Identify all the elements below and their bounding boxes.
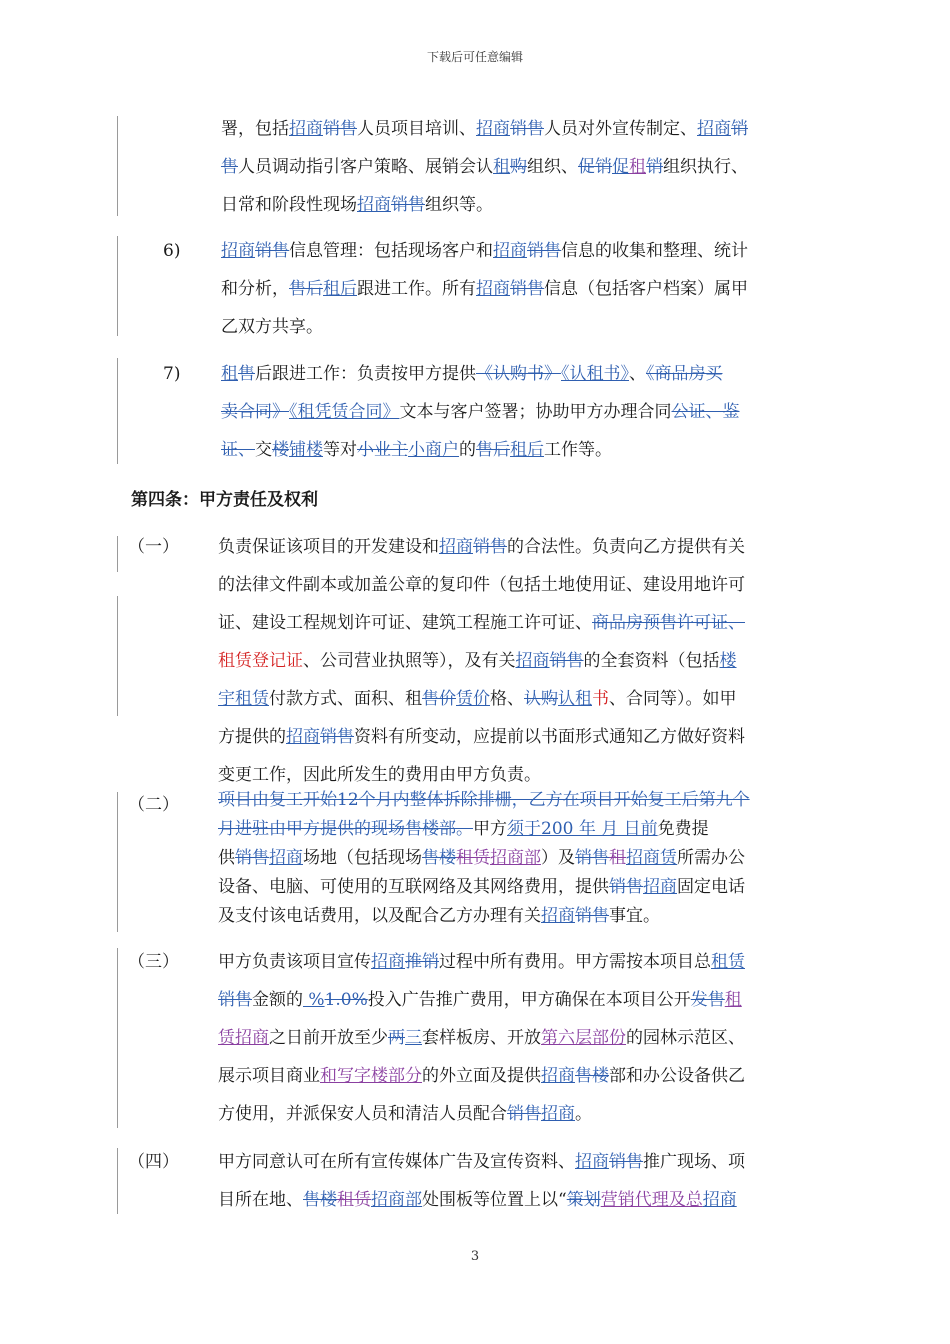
list-item-7 [0,355,950,469]
text-run: 等对 [323,440,357,460]
text-line [218,1095,745,1133]
page-header: 下载后可任意编辑 [426,50,523,64]
inserted-text: 招商赁 [626,848,677,868]
text-run: 信息的收集和整理、统计 [561,241,748,261]
text-run: 资料有所变动，应提前以书面形式通知乙方做好资料 [354,727,745,747]
text-run: 负责保证该项目的开发建设和 [218,537,439,557]
text-run: 和分析， [221,279,289,299]
deleted-text: 租赁 [456,848,490,868]
inserted-text: 招商 [541,906,575,926]
inserted-text: 招商 [289,119,323,139]
text-line [218,1019,745,1057]
inserted-text: 商户 [425,440,459,460]
text-run: 甲方 [473,819,507,839]
deleted-text: 销 [646,157,663,177]
text-run: 组织等。 [425,195,493,215]
text-line [221,355,740,393]
text-line [221,110,748,148]
inserted-text: 促 [612,157,629,177]
text-run: 乙双方共享。 [221,317,323,337]
inserted-text: 租 [724,990,742,1010]
text-run: ）及 [541,848,575,868]
text-run: 的 [459,440,476,460]
clause-2 [0,786,950,938]
text-run: 、合同等）。如甲 [609,689,737,709]
highlighted-text: 书 [592,689,609,709]
text-run: 展示项目商业 [218,1066,320,1086]
text-run: 的法律文件副本或加盖公章的复印件（包括土地使用证、建设用地许可 [218,575,745,595]
deleted-text: 推销 [405,952,439,972]
text-line [218,1143,745,1181]
text-line [218,1057,745,1095]
text-run: 处围板等位置上以“ [422,1190,567,1210]
deleted-text: 销售 [510,119,544,139]
text-line [218,1181,745,1219]
clause-body [218,1143,745,1219]
list-item-body [221,110,748,224]
text-run: 组织执行、 [663,157,748,177]
text-run: 供 [218,848,235,868]
inserted-text: 小 [408,440,425,460]
text-run: 。 [575,1104,592,1124]
inserted-text: 营销代理及总 [600,1190,703,1210]
text-line [221,186,748,224]
text-line [221,270,748,308]
inserted-text: 赁价 [456,689,490,709]
deleted-text: 租 [609,848,626,868]
clause-number: （一） [128,537,179,557]
text-run: 人员调动指引客户策略、展销会认 [238,157,493,177]
text-line [218,680,745,718]
deleted-text: 销售 [320,727,354,747]
deleted-text: 销售 [255,241,289,261]
page-number: 3 [470,1249,480,1264]
text-run: 日常和阶段性现场 [221,195,357,215]
list-item-body [221,232,748,346]
text-run: 文本与客户签署；协助甲方办理合同 [399,402,672,422]
deleted-text: 销售 [609,877,643,897]
text-line [218,718,745,756]
text-run: 信息（包括客户档案）属甲 [544,279,748,299]
text-run: 格、 [490,689,524,709]
inserted-text: 招商 [286,727,320,747]
deleted-text: 策划 [566,1190,601,1210]
inserted-text: 租 [629,157,646,177]
text-run: 后跟进工作：负责按甲方提供 [255,364,476,384]
clause-number: （三） [128,952,179,972]
deleted-text: 销 [731,119,748,139]
inserted-text: 《租凭赁合同》 [289,402,400,422]
deleted-text: 公证、鉴 [671,402,740,422]
text-run: 套样板房、开放 [422,1028,541,1048]
inserted-text: 须于200 年 月 日前 [507,819,658,839]
deleted-text: 销售 [235,848,269,868]
text-run: 证、建设工程规划许可证、建筑工程施工许可证、 [218,613,592,633]
inserted-text: 招商 [221,241,255,261]
inserted-text: % [303,990,325,1010]
inserted-text: 租 [221,364,238,384]
deleted-text: 小业主 [357,440,408,460]
inserted-text: 招商 [541,1104,575,1124]
text-run: 所需办公 [677,848,745,868]
list-item-5-continued [0,110,950,224]
text-run: 部和办公设备供乙 [609,1066,745,1086]
inserted-text: 三 [405,1028,422,1048]
deleted-text: 月进驻由甲方提供的现场售楼部。 [218,819,473,839]
deleted-text: 销售 [507,1104,541,1124]
clause-3 [0,943,950,1133]
inserted-text: 招商 [515,651,550,671]
deleted-text: 销售 [323,119,357,139]
deleted-text: 销售 [527,241,561,261]
inserted-text: 招商 [493,241,527,261]
clause-4 [0,1143,950,1219]
inserted-text: 招商部 [490,848,541,868]
inserted-text: 《认租书》 [561,364,629,384]
text-run: 甲方同意认可在所有宣传媒体广告及宣传资料、 [218,1152,575,1172]
deleted-text: 售价 [422,689,456,709]
list-item-number: 6) [163,241,181,261]
inserted-text: 招商 [357,195,391,215]
text-run: 目所在地、 [218,1190,303,1210]
deleted-text: 销售 [510,279,544,299]
inserted-text: 租赁 [235,689,269,709]
text-run: 免费提 [657,819,709,839]
text-run: 工作等。 [544,440,612,460]
inserted-text: 招商 [269,848,303,868]
deleted-text: 购 [510,157,527,177]
list-item-number: 7) [163,364,181,384]
inserted-text: 租赁 [711,952,745,972]
text-run: 的外立面及提供 [422,1066,541,1086]
deleted-text: 售楼 [422,848,456,868]
text-run: 设备、电脑、可使用的互联网络及其网络费用，提供 [218,877,609,897]
text-run: 推广现场、项 [643,1152,745,1172]
deleted-text: 楼 [272,440,289,460]
deleted-text: 销售 [473,537,507,557]
text-run: 交 [255,440,272,460]
text-run: 署，包括 [221,119,289,139]
clause-number: （四） [128,1152,179,1172]
text-run: 跟进工作。所有 [357,279,476,299]
deleted-text: 1.0% [324,990,368,1010]
text-line [221,148,748,186]
deleted-text: 促销 [578,157,612,177]
inserted-text: 招商 [643,877,677,897]
inserted-text: 招商 [541,1066,575,1086]
inserted-text: 招商 [702,1190,737,1210]
inserted-text: 招商 [371,952,405,972]
clause-number: （二） [128,795,179,815]
inserted-text: 铺楼 [289,440,323,460]
text-run: 及支付该电话费用，以及配合乙方办理有关 [218,906,541,926]
text-run: 场地（包括现场 [303,848,422,868]
text-run: 付款方式、面积、租 [269,689,422,709]
text-run: 之日前开放至少 [269,1028,388,1048]
deleted-text: 发售 [690,990,725,1010]
deleted-text: 售楼 [575,1066,609,1086]
text-run: 变更工作，因此所发生的费用由甲方负责。 [218,765,541,785]
clause-1 [0,528,950,794]
deleted-text: 《认购书》 [476,364,561,384]
text-line [221,431,740,469]
inserted-text: 招商部 [371,1190,422,1210]
inserted-text: 第六层部份 [541,1028,626,1048]
text-run: 、 [629,364,646,384]
list-item-6 [0,232,950,346]
text-run: 过程中所有费用。甲方需按本项目总 [439,952,711,972]
text-line [218,604,745,642]
text-line [218,873,750,902]
text-line [221,308,748,346]
section-heading: 第四条：甲方责任及权利 [131,490,318,510]
deleted-text: 售楼 [303,1190,337,1210]
deleted-text: 租赁 [337,1190,371,1210]
text-run: 的合法性。负责向乙方提供有关 [507,537,745,557]
inserted-text: 宇 [218,689,235,709]
inserted-text: 赁招商 [218,1028,269,1048]
text-line [218,815,750,844]
inserted-text: 租后 [323,279,357,299]
text-run: 组织、 [527,157,578,177]
deleted-text: 售后 [476,440,510,460]
text-run: 的全套资料（包括 [583,651,720,671]
deleted-text: 销售 [575,848,609,868]
text-run: 人员项目培训、 [357,119,476,139]
text-run: 人员对外宣传制定、 [544,119,697,139]
inserted-text: 招商 [697,119,731,139]
deleted-text: 销售 [609,1152,643,1172]
deleted-text: 售后 [289,279,323,299]
deleted-text: 销售 [575,906,609,926]
inserted-text: 租 [493,157,510,177]
inserted-text: 招商 [575,1152,609,1172]
inserted-text: 租后 [510,440,544,460]
deleted-text: 售 [221,157,238,177]
text-run: 金额的 [252,990,303,1010]
inserted-text: 和写字楼部分 [320,1066,422,1086]
highlighted-text: 租赁登记证 [218,651,303,671]
clause-body [218,786,750,931]
inserted-text: 招商 [476,279,510,299]
deleted-text: 售 [238,364,255,384]
text-line [218,844,750,873]
text-line [221,232,748,270]
text-line [218,786,750,815]
text-run: 的园林示范区、 [626,1028,745,1048]
text-run: 事宜。 [609,906,660,926]
deleted-text: 项目由复工开始12个月内整体拆除排栅，乙方在项目开始复工后第九个 [218,790,750,810]
inserted-text: 招商 [439,537,473,557]
clause-body [218,943,745,1133]
text-line [218,981,745,1019]
deleted-text: 认购 [524,689,558,709]
deleted-text: 商品房预售许可证、 [592,613,745,633]
text-line [218,642,745,680]
deleted-text: 销售 [549,651,584,671]
text-run: 方使用，并派保安人员和清洁人员配合 [218,1104,507,1124]
text-run: 甲方负责该项目宣传 [218,952,371,972]
text-line [218,566,745,604]
deleted-text: 销售 [391,195,425,215]
text-line [218,902,750,931]
inserted-text: 认租 [558,689,592,709]
deleted-text: 卖合同》 [221,402,289,422]
clause-body [218,528,745,794]
deleted-text: 《商品房买 [646,364,723,384]
deleted-text: 证、 [221,440,255,460]
deleted-text: 两 [388,1028,405,1048]
text-run: 方提供的 [218,727,286,747]
text-run: 固定电话 [677,877,745,897]
text-run: 投入广告推广费用，甲方确保在本项目公开 [367,990,691,1010]
text-line [218,943,745,981]
text-run: 信息管理：包括现场客户和 [289,241,493,261]
text-run: 、公司营业执照等），及有关 [303,651,516,671]
inserted-text: 招商 [476,119,510,139]
inserted-text: 楼 [719,651,737,671]
text-line [218,528,745,566]
text-line [221,393,740,431]
deleted-text: 销售 [218,990,252,1010]
list-item-body [221,355,740,469]
